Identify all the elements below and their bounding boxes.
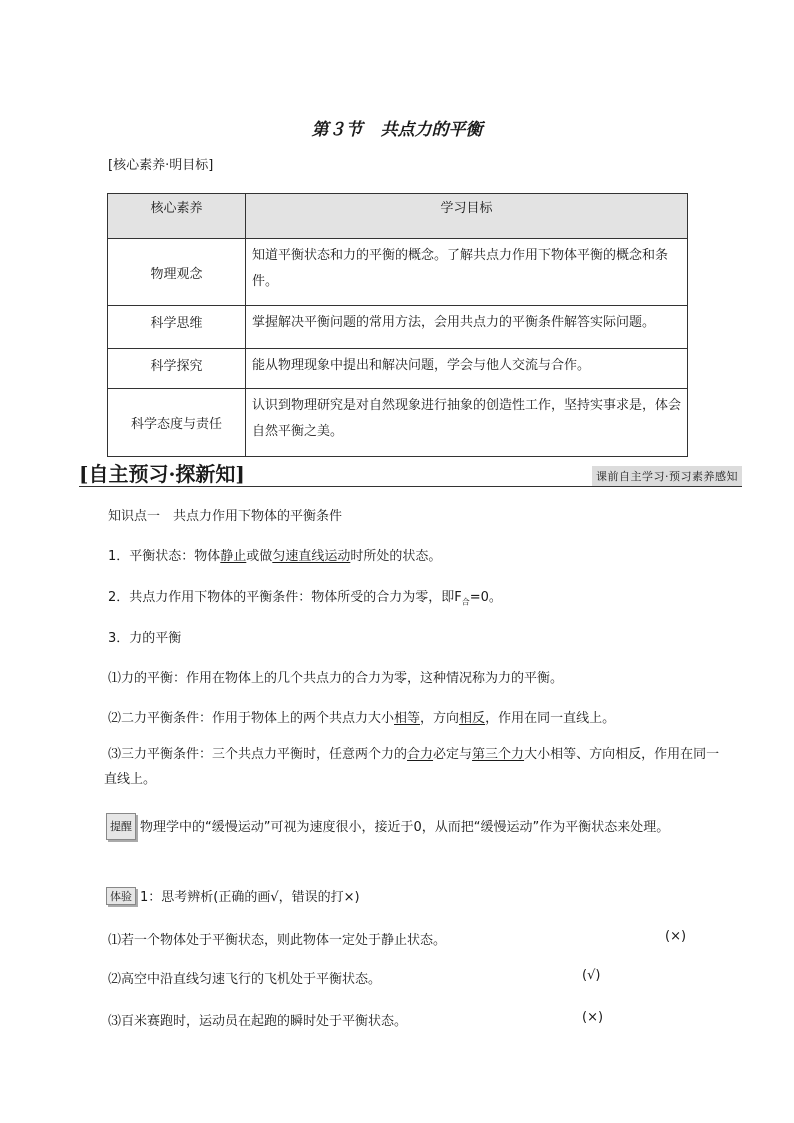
banner-caption: 课前自主学习·预习素养感知 xyxy=(592,466,742,486)
row-goal: 认识到物理研究是对自然现象进行抽象的创造性工作，坚持实事求是，体会自然平衡之美。 xyxy=(246,389,688,457)
table-row xyxy=(108,349,688,389)
table-row xyxy=(108,306,688,349)
row-goal: 掌握解决平衡问题的常用方法，会用共点力的平衡条件解答实际问题。 xyxy=(246,306,688,349)
tip-tag: 提醒 xyxy=(106,813,136,840)
experience-text: 1：思考辨析(正确的画√，错误的打×) xyxy=(140,890,360,905)
text: ⑵二力平衡条件：作用于物体上的两个共点力大小 xyxy=(108,711,395,726)
core-literacy-heading: [核心素养·明目标] xyxy=(108,158,214,173)
tip-note xyxy=(106,814,726,841)
row-goal: 能从物理现象中提出和解决问题，学会与他人交流与合作。 xyxy=(246,349,688,389)
text: ⑶三力平衡条件：三个共点力平衡时，任意两个力的 xyxy=(108,747,408,762)
text: 2．共点力作用下物体的平衡条件：物体所受的合力为零，即F xyxy=(108,590,462,605)
item-equilibrium-condition xyxy=(108,586,502,608)
text: 时所处的状态。 xyxy=(350,549,442,564)
text: 或做 xyxy=(246,549,273,564)
table-row xyxy=(108,389,688,457)
judge-item: ⑵高空中沿直线匀速飞行的飞机处于平衡状态。 xyxy=(108,972,382,987)
judge-item: ⑴若一个物体处于平衡状态，则此物体一定处于静止状态。 xyxy=(108,933,447,948)
underlined-answer: 相等 xyxy=(394,711,421,726)
table-header-row xyxy=(108,194,688,239)
three-force-condition xyxy=(104,742,726,792)
judge-answer: (×) xyxy=(665,929,687,944)
experience-prompt xyxy=(106,886,360,906)
section-banner xyxy=(79,458,742,487)
underlined-answer: 第三个力 xyxy=(472,747,525,762)
subscript: 合 xyxy=(461,597,470,607)
banner-title: [自主预习·探新知] xyxy=(79,462,245,486)
page-title xyxy=(0,115,794,140)
text: ，方向 xyxy=(420,711,460,726)
judge-item: ⑶百米赛跑时，运动员在起跑的瞬时处于平衡状态。 xyxy=(108,1014,408,1029)
row-key: 科学态度与责任 xyxy=(108,389,246,457)
text: 必定与 xyxy=(433,747,473,762)
text: 1．平衡状态：物体 xyxy=(108,549,221,564)
two-force-condition xyxy=(108,707,615,726)
underlined-answer: 匀速直线运动 xyxy=(272,549,351,564)
row-key: 物理观念 xyxy=(108,239,246,306)
underlined-answer: 合力 xyxy=(407,747,434,762)
text: 大小相等、方向相反，作用在同一直线上。 xyxy=(104,747,720,787)
row-key: 科学思维 xyxy=(108,306,246,349)
experience-tag: 体验 xyxy=(106,887,136,905)
section-name: 共点力的平衡 xyxy=(380,120,483,140)
judge-answer: (×) xyxy=(582,1010,604,1025)
knowledge-point-heading: 知识点一 共点力作用下物体的平衡条件 xyxy=(108,509,343,524)
header-goal: 学习目标 xyxy=(246,194,688,239)
row-key: 科学探究 xyxy=(108,349,246,389)
goals-table xyxy=(107,193,688,457)
item-force-balance: 3．力的平衡 xyxy=(108,631,182,646)
text: ，作用在同一直线上。 xyxy=(485,711,616,726)
force-balance-definition: ⑴力的平衡：作用在物体上的几个共点力的合力为零，这种情况称为力的平衡。 xyxy=(108,671,564,686)
underlined-answer: 静止 xyxy=(220,549,247,564)
row-goal: 知道平衡状态和力的平衡的概念。了解共点力作用下物体平衡的概念和条件。 xyxy=(246,239,688,306)
underlined-answer: 相反 xyxy=(459,711,486,726)
text: =0。 xyxy=(469,590,502,605)
section-number: 第３节 xyxy=(311,120,363,140)
tip-text: 物理学中的“缓慢运动”可视为速度很小，接近于0，从而把“缓慢运动”作为平衡状态来处理。 xyxy=(140,820,670,835)
judge-answer: (√) xyxy=(582,968,601,983)
header-literacy: 核心素养 xyxy=(108,194,246,239)
table-row xyxy=(108,239,688,306)
item-equilibrium-state xyxy=(108,545,441,564)
